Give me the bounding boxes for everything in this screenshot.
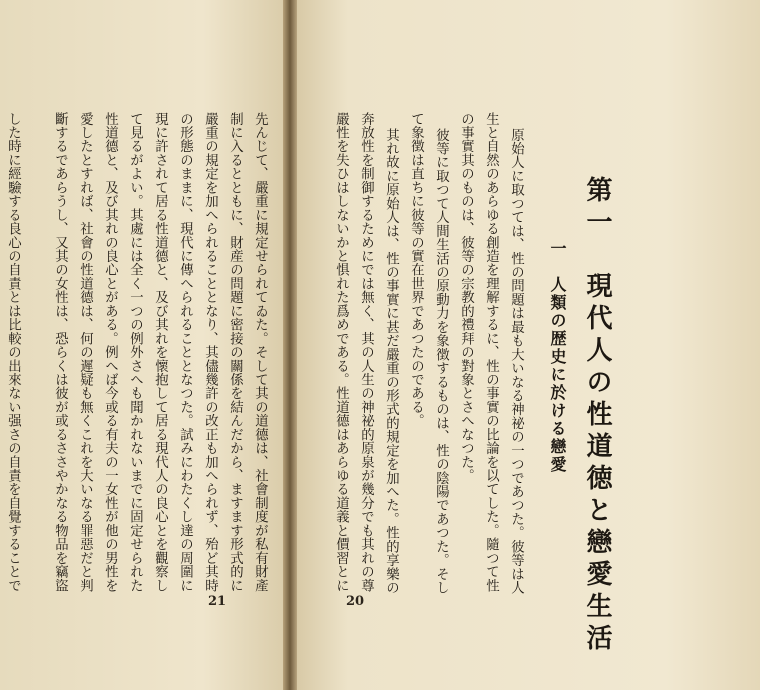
right-page-line: 奔放性を制御するためにでは無く、其の人生の神祕的原泉が幾分でも其れの尊 <box>358 112 374 593</box>
left-page-line: 嚴重の規定を加へられることとなり、其儘幾許の改正も加へられず、殆ど其時 <box>202 112 218 593</box>
right-page-line: 嚴性を失ひはしないかと惧れた爲めである。性道德はあらゆる道義と價習とに <box>333 112 349 593</box>
left-page-line: した時に經驗する良心の自責とは比較の出來ない强さの自責を自覺することで <box>5 112 21 593</box>
right-page-line: て象徴は直ちに彼等の實在世界であつたのである。 <box>408 112 424 428</box>
right-page-line: 原始人に取つては、性の問題は最も大いなる神祕の一つであつた。彼等は人 <box>508 128 524 595</box>
left-page-line: 斷するであらうし、又其の女性は、恐らくは彼が或るささやかなる物品を竊盜 <box>52 112 68 593</box>
left-page-line: 愛したとすれば、社會の性道德は、何の遲疑も無くこれを大いなる罪惡だと判 <box>77 112 93 593</box>
page-number-21: 21 <box>208 594 227 609</box>
right-page-line: の事實其のものは、彼等の宗教的禮拜の對象とさへなつた。 <box>458 112 474 483</box>
left-page-line: 性道德と、及び其れの良心とがある。例へば今或る有夫の一女性が他の男性を <box>102 112 118 593</box>
right-page-line: 生と自然のあらゆる創造を理解するに、性の事實の比論を以てした。隨つて性 <box>483 112 499 593</box>
book-gutter <box>283 0 297 690</box>
right-page-line: 彼等に取つて人間生活の原動力を象徴するものは、性の陰陽であつた。そし <box>433 128 449 595</box>
left-page <box>0 0 290 690</box>
chapter-title: 第一 現代人の性道徳と戀愛生活 <box>582 176 612 656</box>
left-page-line: 現に許されて居る性道德と、及び其れを懷抱して居る現代人の良心とを觀察し <box>152 112 168 593</box>
left-page-line: 制に入るとともに、財産の問題に密接の關係を結んだから、ますます形式的に <box>227 112 243 593</box>
left-page-line: 先んじて、嚴重に規定せられてゐた。そして其の道德は、社會制度が私有財產 <box>252 112 268 593</box>
left-page-line: て見るがよい。其處には全く一つの例外さへも聞かれないまでに固定せられた <box>127 112 143 593</box>
section-title: 一 人類の歴史に於ける戀愛 <box>548 240 567 474</box>
page-number-20: 20 <box>346 594 365 609</box>
right-page-line: 其れ故に原始人は、性の事實に甚だ嚴重の形式的規定を加へた。性的享樂の <box>383 128 399 595</box>
left-page-line: の形態のままに、現代に傳へられることとなつた。試みにわたくし達の周圍に <box>177 112 193 593</box>
